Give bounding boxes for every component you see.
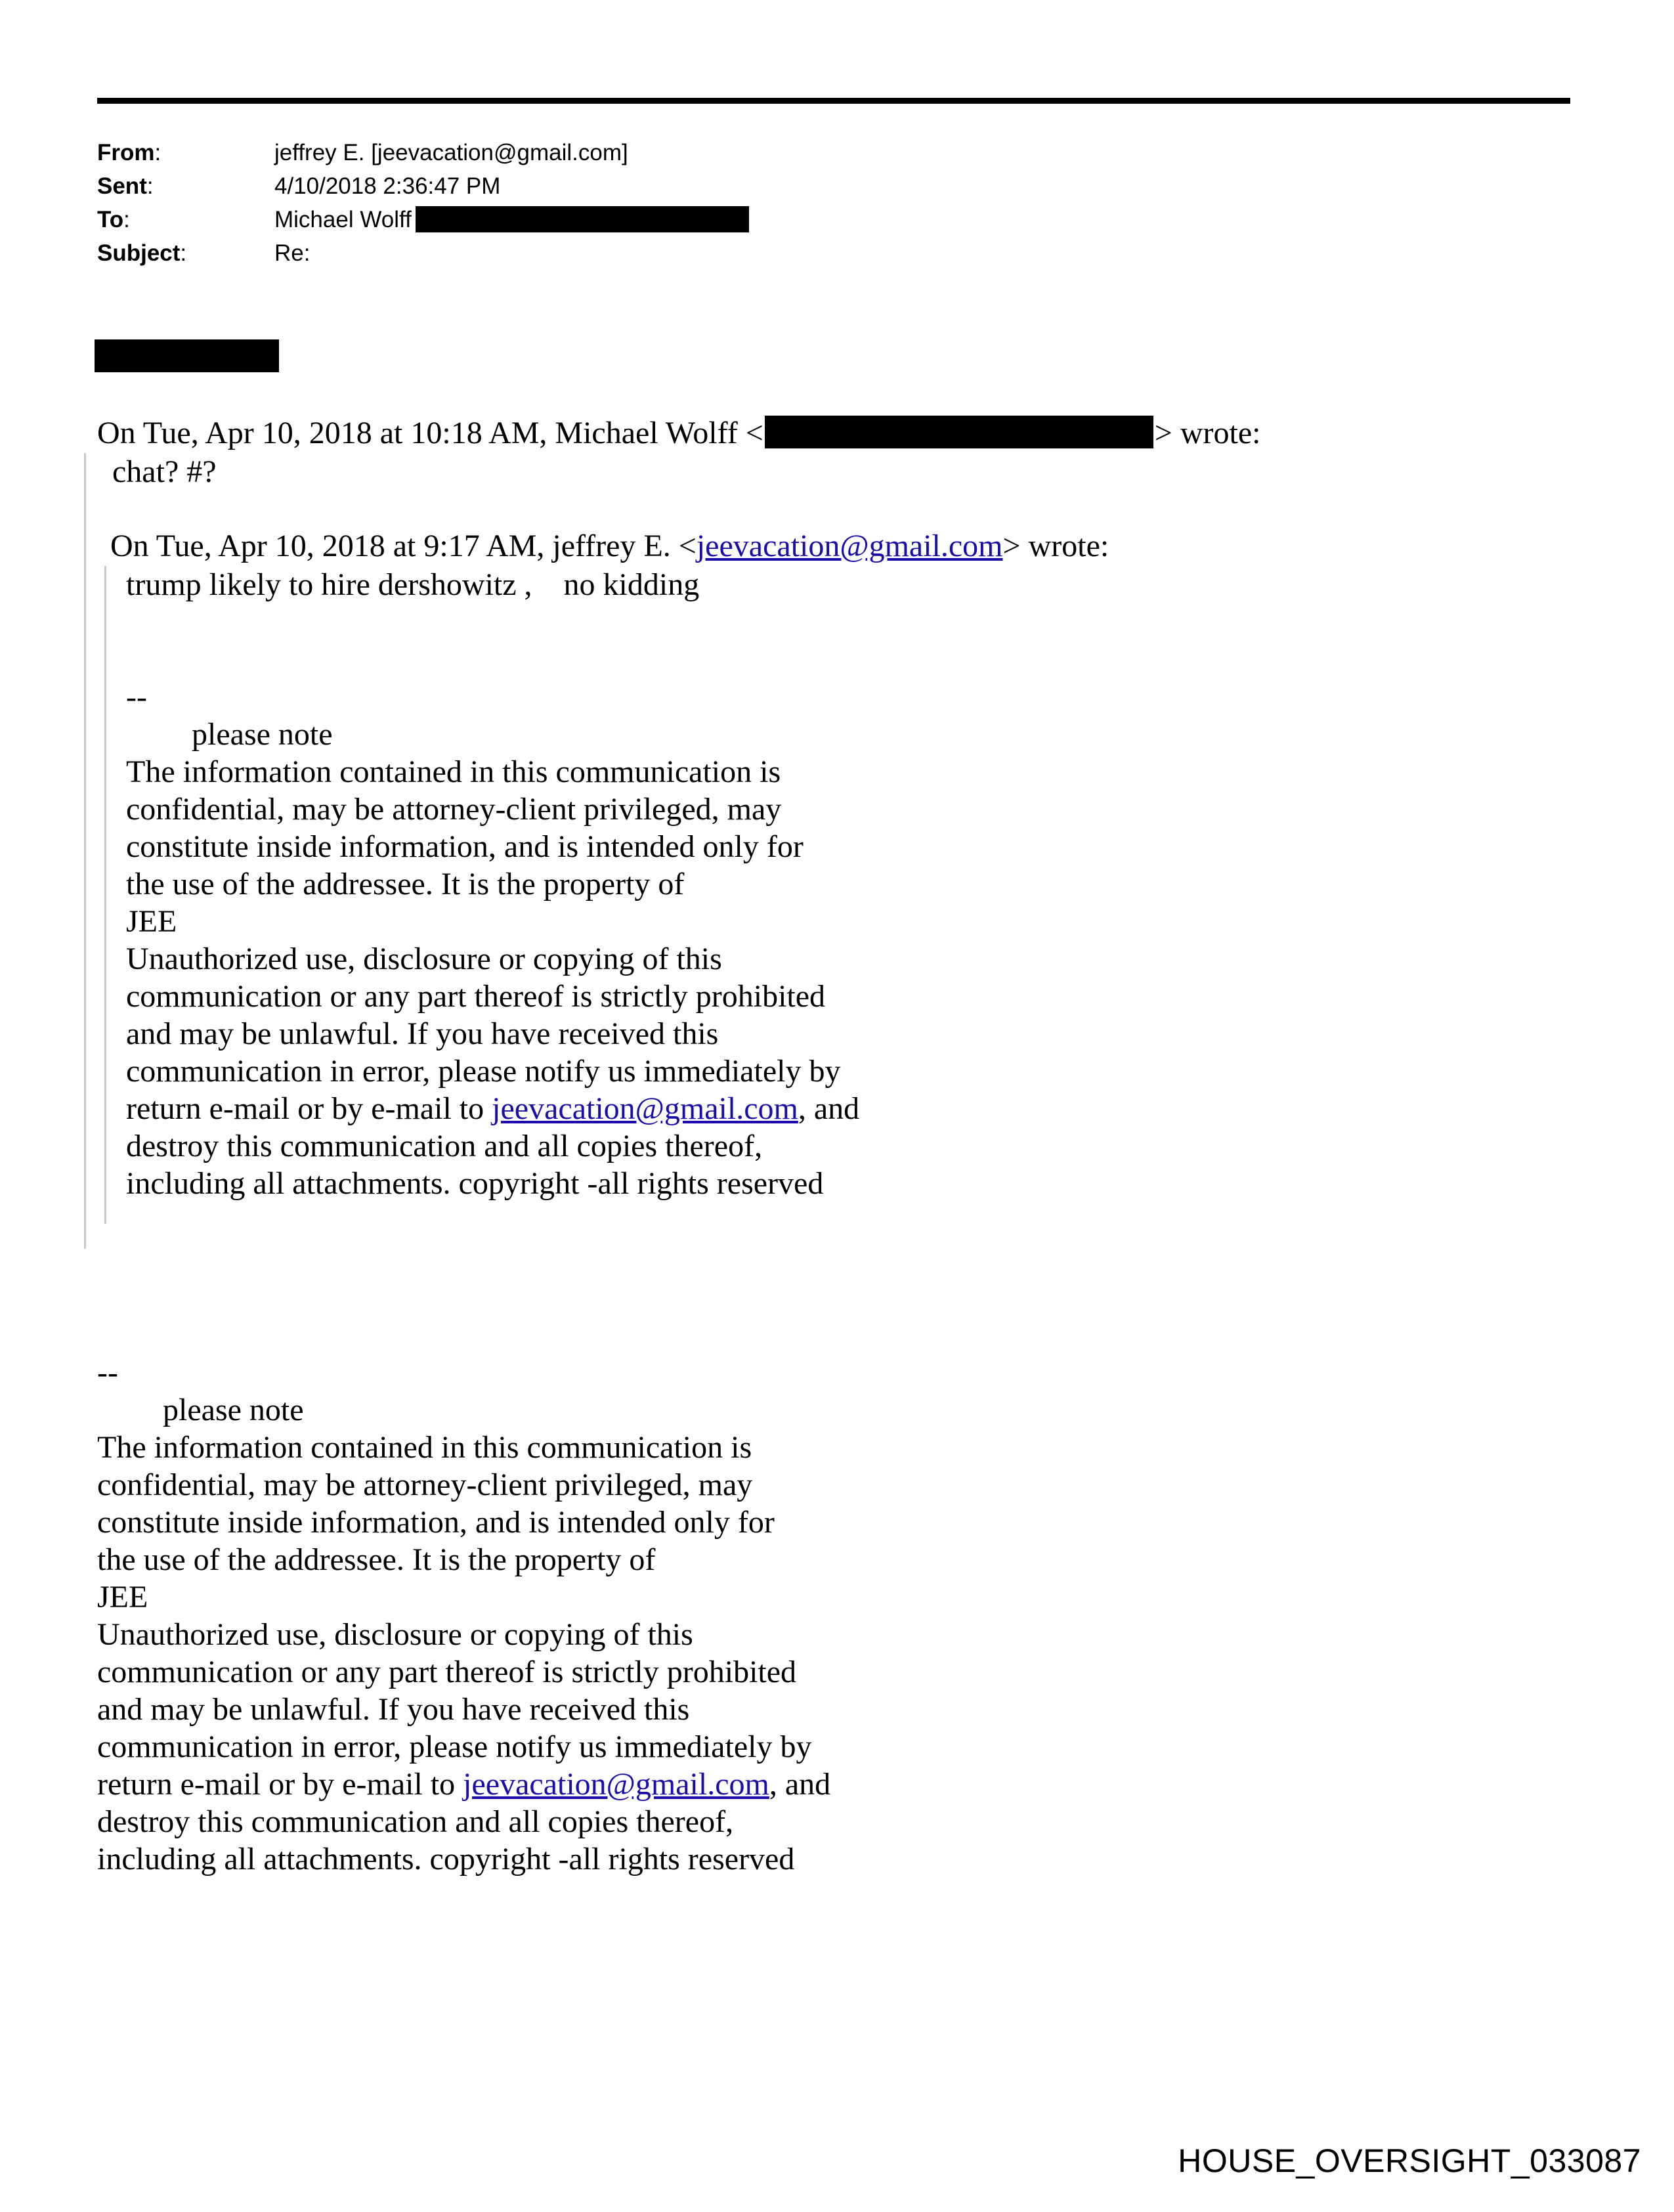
disclaimer-line: confidential, may be attorney-client privileged, may bbox=[97, 1467, 753, 1502]
subject-label: Subject: bbox=[97, 240, 187, 266]
quoted-reply-2 bbox=[104, 566, 960, 1224]
disclaimer-line: The information contained in this communication is bbox=[126, 754, 781, 789]
disclaimer-line: the use of the addressee. It is the property of bbox=[126, 867, 685, 901]
from-label: From: bbox=[97, 140, 161, 165]
to-value: Michael Wolff bbox=[274, 203, 749, 236]
disclaimer-line: including all attachments. copyright -all rights reserved bbox=[126, 1166, 824, 1201]
sent-value: 4/10/2018 2:36:47 PM bbox=[274, 173, 501, 199]
reply1-body: chat? #? bbox=[112, 454, 217, 489]
disclaimer-line: Unauthorized use, disclosure or copying of this bbox=[126, 942, 722, 976]
disclaimer-line: the use of the addressee. It is the property of bbox=[97, 1542, 656, 1577]
disclaimer-line: communication or any part thereof is strictly prohibited bbox=[126, 979, 826, 1014]
please-note: please note bbox=[192, 717, 333, 752]
signature-separator: -- bbox=[97, 1355, 118, 1390]
reply2-attribution: On Tue, Apr 10, 2018 at 9:17 AM, jeffrey E. <jeevacation@gmail.com> wrote: bbox=[110, 529, 1109, 563]
top-rule bbox=[97, 98, 1570, 104]
redaction-box bbox=[765, 416, 1153, 448]
disclaimer-line: destroy this communication and all copies thereof, bbox=[126, 1129, 763, 1163]
redaction-box bbox=[95, 339, 279, 372]
reply1-attribution: On Tue, Apr 10, 2018 at 10:18 AM, Michael Wolff < > wrote: bbox=[97, 416, 1261, 450]
disclaimer-line: confidential, may be attorney-client privileged, may bbox=[126, 792, 782, 827]
signature-email-link[interactable]: jeevacation@gmail.com bbox=[492, 1091, 798, 1126]
sent-label: Sent: bbox=[97, 173, 154, 199]
disclaimer-line: constitute inside information, and is intended only for bbox=[126, 829, 804, 864]
disclaimer-line: JEE bbox=[126, 904, 177, 939]
disclaimer-line: Unauthorized use, disclosure or copying of this bbox=[97, 1617, 693, 1652]
disclaimer-line: destroy this communication and all copies thereof, bbox=[97, 1804, 734, 1839]
disclaimer-line: JEE bbox=[97, 1580, 148, 1615]
disclaimer-return-line: return e-mail or by e-mail to jeevacation@gmail.com, and bbox=[126, 1091, 860, 1126]
signature-email-link[interactable]: jeevacation@gmail.com bbox=[463, 1767, 769, 1802]
disclaimer-line: communication in error, please notify us immediately by bbox=[97, 1729, 812, 1764]
please-note: please note bbox=[163, 1393, 304, 1427]
signature-separator: -- bbox=[126, 680, 147, 714]
disclaimer-line: communication or any part thereof is strictly prohibited bbox=[97, 1655, 797, 1689]
disclaimer-line: and may be unlawful. If you have received this bbox=[97, 1692, 690, 1727]
disclaimer-line: and may be unlawful. If you have received this bbox=[126, 1016, 719, 1051]
to-label: To: bbox=[97, 207, 130, 232]
disclaimer-line: constitute inside information, and is intended only for bbox=[97, 1505, 775, 1540]
reply2-email-link[interactable]: jeevacation@gmail.com bbox=[696, 529, 1003, 563]
disclaimer-line: including all attachments. copyright -all rights reserved bbox=[97, 1842, 795, 1876]
subject-value: Re: bbox=[274, 240, 311, 266]
outer-signature bbox=[97, 1354, 830, 1878]
redaction-box bbox=[416, 206, 749, 232]
bates-number: HOUSE_OVERSIGHT_033087 bbox=[1178, 2142, 1641, 2179]
disclaimer-line: The information contained in this communication is bbox=[97, 1430, 752, 1465]
from-value: jeffrey E. [jeevacation@gmail.com] bbox=[274, 140, 628, 165]
disclaimer-line: communication in error, please notify us immediately by bbox=[126, 1054, 841, 1089]
disclaimer-return-line: return e-mail or by e-mail to jeevacation@gmail.com, and bbox=[97, 1767, 831, 1802]
reply2-body: trump likely to hire dershowitz , no kidding bbox=[126, 567, 700, 602]
